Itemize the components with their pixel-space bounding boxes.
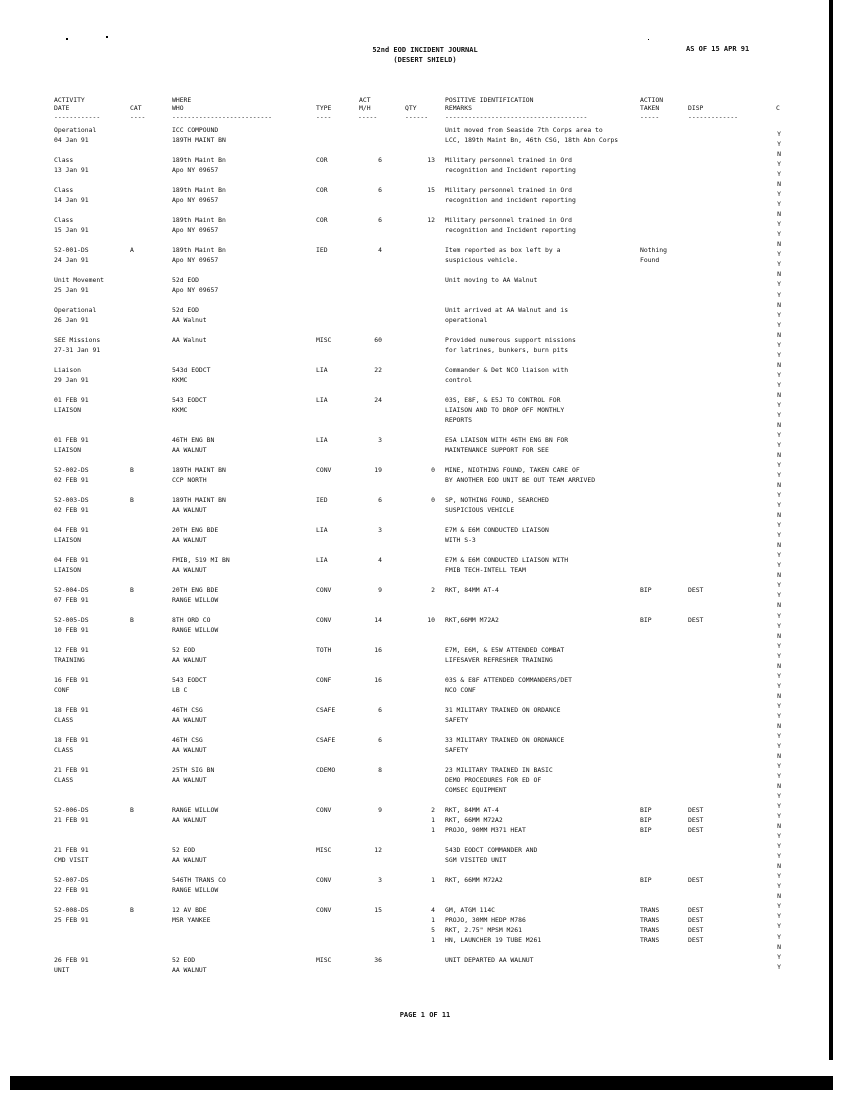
table-row — [0, 675, 850, 705]
cell-man-hours: 12 — [374, 846, 382, 854]
cell-activity-date: 26 FEB 91 UNIT — [54, 956, 89, 974]
cell-man-hours: 6 — [378, 706, 382, 714]
table-row — [0, 765, 850, 805]
cell-remarks: UNIT DEPARTED AA WALNUT — [445, 956, 534, 964]
cell-quantity: 0 — [431, 466, 435, 474]
table-row — [0, 125, 850, 155]
cell-action-taken: BIP — [640, 616, 652, 624]
cell-type: IED — [316, 496, 328, 504]
cell-remarks: 03S & E8F ATTENDED COMMANDERS/DET NCO CONF — [445, 676, 572, 694]
cell-where-who: 546TH TRANS CO RANGE WILLOW — [172, 876, 226, 894]
page-number: PAGE 1 OF 11 — [399, 1011, 451, 1019]
col-header-cat: CAT — [130, 104, 142, 112]
cell-remarks: RKT, 84MM AT-4 — [445, 586, 499, 594]
cell-activity-date: 21 FEB 91 CLASS — [54, 766, 89, 784]
scan-border-bottom — [10, 1076, 833, 1090]
cell-man-hours: 9 — [378, 586, 382, 594]
cell-remarks: Commander & Det NCO liaison with control — [445, 366, 569, 384]
cell-type: CONV — [316, 806, 332, 814]
cell-type: LIA — [316, 556, 328, 564]
cell-activity-date: 01 FEB 91 LIAISON — [54, 396, 89, 414]
cell-man-hours: 14 — [374, 616, 382, 624]
cell-quantity: 0 — [431, 496, 435, 504]
cell-remarks: 543D EODCT COMMANDER AND SGM VISITED UNIT — [445, 846, 538, 864]
cell-activity-date: 52-007-DS 22 FEB 91 — [54, 876, 89, 894]
col-header-action: ACTION TAKEN — [640, 96, 664, 112]
cell-where-who: 189th Maint Bn Apo NY 09657 — [172, 186, 226, 204]
cell-man-hours: 6 — [378, 736, 382, 744]
cell-man-hours: 22 — [374, 366, 382, 374]
cell-activity-date: 52-001-DS 24 Jan 91 — [54, 246, 89, 264]
cell-remarks: RKT,66MM M72A2 — [445, 616, 499, 624]
cell-type: MISC — [316, 336, 332, 344]
table-row — [0, 435, 850, 465]
cell-man-hours: 6 — [378, 216, 382, 224]
cell-man-hours: 60 — [374, 336, 382, 344]
col-header-where: WHERE WHO — [172, 96, 192, 112]
cell-remarks: SP, NOTHING FOUND, SEARCHED SUSPICIOUS VEHICLE — [445, 496, 549, 514]
table-row — [0, 495, 850, 525]
header-rule: ------------- — [688, 113, 739, 121]
cell-category: B — [130, 806, 134, 814]
table-row — [0, 185, 850, 215]
cell-category: B — [130, 466, 134, 474]
cell-where-who: AA Walnut — [172, 336, 207, 344]
cell-remarks: Military personnel trained in Ord recognition and Incident reporting — [445, 216, 576, 234]
table-row — [0, 585, 850, 615]
cell-where-who: 543d EODCT KKMC — [172, 366, 211, 384]
col-header-c: C — [776, 104, 780, 112]
cell-activity-date: 52-003-DS 02 FEB 91 — [54, 496, 89, 514]
col-header-type: TYPE — [316, 104, 332, 112]
cell-remarks: 31 MILITARY TRAINED ON ORDANCE SAFETY — [445, 706, 561, 724]
table-row — [0, 305, 850, 335]
c-column-flags: Y Y N Y Y N Y Y N Y Y N Y Y N Y Y N Y Y N Y Y N Y Y N Y Y N Y Y N Y Y N Y Y N Y Y N Y Y N Y Y N Y Y N Y Y N Y Y N Y Y N Y Y N Y Y N Y Y Y N Y Y Y N Y Y N Y Y Y Y N Y Y — [777, 130, 781, 971]
col-header-qty: QTY — [405, 104, 417, 112]
cell-where-who: 46TH ENG BN AA WALNUT — [172, 436, 215, 454]
cell-where-who: 46TH CSG AA WALNUT — [172, 736, 207, 754]
cell-remarks: Military personnel trained in Ord recognition and Incident reporting — [445, 156, 576, 174]
cell-man-hours: 6 — [378, 156, 382, 164]
cell-disposition: DEST — [688, 586, 704, 594]
cell-category: B — [130, 906, 134, 914]
cell-where-who: 20TH ENG BDE RANGE WILLOW — [172, 586, 219, 604]
table-row — [0, 215, 850, 245]
cell-type: TOTH — [316, 646, 332, 654]
cell-type: CONV — [316, 466, 332, 474]
cell-activity-date: 16 FEB 91 CONF — [54, 676, 89, 694]
cell-type: LIA — [316, 436, 328, 444]
cell-type: IED — [316, 246, 328, 254]
cell-remarks: RKT, 66MM M72A2 — [445, 876, 503, 884]
table-row — [0, 645, 850, 675]
scan-speck — [648, 39, 649, 40]
cell-where-who: 12 AV BDE MSR YANKEE — [172, 906, 211, 924]
col-header-activity: ACTIVITY DATE — [54, 96, 85, 112]
cell-type: LIA — [316, 366, 328, 374]
cell-type: LIA — [316, 526, 328, 534]
cell-man-hours: 6 — [378, 496, 382, 504]
cell-remarks: RKT, 84MM AT-4 RKT, 66MM M72A2 PROJO, 90MM M371 HEAT — [445, 806, 526, 834]
cell-type: CONV — [316, 586, 332, 594]
cell-activity-date: Operational 04 Jan 91 — [54, 126, 97, 144]
cell-activity-date: 01 FEB 91 LIAISON — [54, 436, 89, 454]
cell-category: B — [130, 496, 134, 504]
cell-man-hours: 3 — [378, 526, 382, 534]
cell-category: A — [130, 246, 134, 254]
cell-man-hours: 6 — [378, 186, 382, 194]
cell-man-hours: 4 — [378, 246, 382, 254]
col-header-mh: ACT M/H — [359, 96, 371, 112]
cell-where-who: 189TH MAINT BN CCP NORTH — [172, 466, 226, 484]
cell-where-who: 189th Maint Bn Apo NY 09657 — [172, 216, 226, 234]
cell-type: CONV — [316, 906, 332, 914]
cell-activity-date: 18 FEB 91 CLASS — [54, 736, 89, 754]
cell-quantity: 1 — [431, 876, 435, 884]
table-row — [0, 845, 850, 875]
cell-activity-date: Liaison 29 Jan 91 — [54, 366, 89, 384]
cell-where-who: 52d EOD AA Walnut — [172, 306, 207, 324]
cell-type: CSAFE — [316, 736, 336, 744]
cell-man-hours: 19 — [374, 466, 382, 474]
journal-title-line1: 52nd EOD INCIDENT JOURNAL — [372, 46, 478, 54]
cell-quantity: 10 — [427, 616, 435, 624]
table-row — [0, 875, 850, 905]
cell-type: COR — [316, 216, 328, 224]
cell-action-taken: Nothing Found — [640, 246, 667, 264]
cell-quantity: 13 — [427, 156, 435, 164]
cell-remarks: E7M & E6M CONDUCTED LIAISON WITH FMIB TECH-INTELL TEAM — [445, 556, 569, 574]
table-row — [0, 555, 850, 585]
cell-quantity: 2 1 1 — [431, 806, 435, 834]
as-of-date: AS OF 15 APR 91 — [686, 45, 750, 53]
table-row — [0, 365, 850, 395]
cell-where-who: 25TH SIG BN AA WALNUT — [172, 766, 215, 784]
cell-activity-date: Class 13 Jan 91 — [54, 156, 89, 174]
cell-where-who: 8TH ORD CO RANGE WILLOW — [172, 616, 219, 634]
table-row — [0, 705, 850, 735]
cell-action-taken: BIP BIP BIP — [640, 806, 652, 834]
cell-type: LIA — [316, 396, 328, 404]
cell-man-hours: 36 — [374, 956, 382, 964]
scan-speck — [106, 36, 108, 38]
cell-remarks: E7M, E6M, & E5W ATTENDED COMBAT LIFESAVER REFRESHER TRAINING — [445, 646, 565, 664]
cell-activity-date: 12 FEB 91 TRAINING — [54, 646, 89, 664]
cell-man-hours: 24 — [374, 396, 382, 404]
table-row — [0, 465, 850, 495]
cell-where-who: FMIB, 519 MI BN AA WALNUT — [172, 556, 230, 574]
cell-where-who: 46TH CSG AA WALNUT — [172, 706, 207, 724]
cell-man-hours: 15 — [374, 906, 382, 914]
scan-speck — [66, 38, 68, 40]
header-rule: ---- — [316, 113, 332, 121]
header-rule: ------------------------------------- — [445, 113, 588, 121]
cell-activity-date: 18 FEB 91 CLASS — [54, 706, 89, 724]
cell-activity-date: 04 FEB 91 LIAISON — [54, 526, 89, 544]
cell-where-who: 20TH ENG BDE AA WALNUT — [172, 526, 219, 544]
cell-activity-date: Class 14 Jan 91 — [54, 186, 89, 204]
cell-man-hours: 3 — [378, 436, 382, 444]
cell-category: B — [130, 616, 134, 624]
cell-type: COR — [316, 156, 328, 164]
cell-remarks: MINE, NIOTHING FOUND, TAKEN CARE OF BY ANOTHER EOD UNIT BE OUT TEAM ARRIVED — [445, 466, 596, 484]
table-row — [0, 245, 850, 275]
cell-man-hours: 4 — [378, 556, 382, 564]
table-row — [0, 615, 850, 645]
header-rule: ------ — [405, 113, 429, 121]
header-rule: -------------------------- — [172, 113, 273, 121]
cell-activity-date: 21 FEB 91 CMD VISIT — [54, 846, 89, 864]
journal-table — [0, 125, 850, 975]
cell-man-hours: 16 — [374, 676, 382, 684]
cell-where-who: 52 EOD AA WALNUT — [172, 956, 207, 974]
cell-activity-date: 52-005-DS 10 FEB 91 — [54, 616, 89, 634]
cell-quantity: 4 1 5 1 — [431, 906, 435, 944]
table-row — [0, 955, 850, 975]
cell-man-hours: 8 — [378, 766, 382, 774]
cell-disposition: DEST — [688, 616, 704, 624]
cell-activity-date: 04 FEB 91 LIAISON — [54, 556, 89, 574]
table-row — [0, 395, 850, 435]
cell-type: MISC — [316, 956, 332, 964]
cell-remarks: GM, ATGM 114C PROJO, 30MM HEDP M786 RKT, 2.75" MPSM M261 HN, LAUNCHER 19 TUBE M261 — [445, 906, 542, 944]
cell-where-who: 543 EODCT KKMC — [172, 396, 207, 414]
cell-where-who: 189th Maint Bn Apo NY 09657 — [172, 156, 226, 174]
header-rule: ------------ — [54, 113, 101, 121]
cell-remarks: Provided numerous support missions for latrines, bunkers, burn pits — [445, 336, 576, 354]
cell-remarks: E5A LIAISON WITH 46TH ENG BN FOR MAINTENANCE SUPPORT FOR SEE — [445, 436, 569, 454]
cell-where-who: ICC COMPOUND 189TH MAINT BN — [172, 126, 226, 144]
cell-activity-date: 52-006-DS 21 FEB 91 — [54, 806, 89, 824]
table-row — [0, 335, 850, 365]
col-header-remarks: POSITIVE IDENTIFICATION REMARKS — [445, 96, 534, 112]
table-row — [0, 525, 850, 555]
cell-remarks: E7M & E6M CONDUCTED LIAISON WITH S-3 — [445, 526, 549, 544]
cell-where-who: 189TH MAINT BN AA WALNUT — [172, 496, 226, 514]
cell-type: CDEMO — [316, 766, 336, 774]
table-row — [0, 905, 850, 955]
header-rule: ---- — [130, 113, 146, 121]
cell-activity-date: 52-004-DS 07 FEB 91 — [54, 586, 89, 604]
cell-disposition: DEST DEST DEST DEST — [688, 906, 704, 944]
cell-disposition: DEST — [688, 876, 704, 884]
cell-remarks: 03S, E8F, & E5J TO CONTROL FOR LIAISON AND TO DROP OFF MONTHLY REPORTS — [445, 396, 565, 424]
cell-remarks: 33 MILITARY TRAINED ON ORDNANCE SAFETY — [445, 736, 565, 754]
cell-category: B — [130, 586, 134, 594]
cell-activity-date: Unit Movement 25 Jan 91 — [54, 276, 105, 294]
cell-type: CONF — [316, 676, 332, 684]
cell-where-who: 543 EODCT LB C — [172, 676, 207, 694]
cell-man-hours: 16 — [374, 646, 382, 654]
table-row — [0, 155, 850, 185]
cell-action-taken: BIP — [640, 586, 652, 594]
col-header-disp: DISP — [688, 104, 704, 112]
cell-quantity: 2 — [431, 586, 435, 594]
cell-disposition: DEST DEST DEST — [688, 806, 704, 834]
cell-remarks: Item reported as box left by a suspicious vehicle. — [445, 246, 561, 264]
cell-where-who: 52 EOD AA WALNUT — [172, 646, 207, 664]
cell-type: CONV — [316, 616, 332, 624]
journal-title-line2: (DESERT SHIELD) — [393, 56, 457, 64]
cell-action-taken: TRANS TRANS TRANS TRANS — [640, 906, 660, 944]
cell-man-hours: 3 — [378, 876, 382, 884]
cell-where-who: RANGE WILLOW AA WALNUT — [172, 806, 219, 824]
cell-action-taken: BIP — [640, 876, 652, 884]
table-row — [0, 275, 850, 305]
cell-remarks: Unit moving to AA Walnut — [445, 276, 538, 284]
cell-type: MISC — [316, 846, 332, 854]
cell-activity-date: Operational 26 Jan 91 — [54, 306, 97, 324]
cell-remarks: Unit moved from Seaside 7th Corps area to LCC, 189th Maint Bn, 46th CSG, 18th Abn Corps — [445, 126, 619, 144]
cell-type: CONV — [316, 876, 332, 884]
cell-where-who: 189th Maint Bn Apo NY 09657 — [172, 246, 226, 264]
table-row — [0, 735, 850, 765]
cell-type: COR — [316, 186, 328, 194]
cell-remarks: 23 MILITARY TRAINED IN BASIC DEMO PROCEDURES FOR ED OF COMSEC EQUIPMENT — [445, 766, 553, 794]
cell-type: CSAFE — [316, 706, 336, 714]
cell-remarks: Military personnel trained in Ord recognition and incident reporting — [445, 186, 576, 204]
cell-activity-date: Class 15 Jan 91 — [54, 216, 89, 234]
cell-activity-date: 52-008-DS 25 FEB 91 — [54, 906, 89, 924]
cell-activity-date: 52-002-DS 02 FEB 91 — [54, 466, 89, 484]
cell-quantity: 15 — [427, 186, 435, 194]
cell-activity-date: SEE Missions 27-31 Jan 91 — [54, 336, 101, 354]
cell-man-hours: 9 — [378, 806, 382, 814]
cell-quantity: 12 — [427, 216, 435, 224]
cell-where-who: 52d EOD Apo NY 09657 — [172, 276, 219, 294]
cell-remarks: Unit arrived at AA Walnut and is operational — [445, 306, 569, 324]
header-rule: ----- — [640, 113, 660, 121]
header-rule: ----- — [358, 113, 378, 121]
table-row — [0, 805, 850, 845]
cell-where-who: 52 EOD AA WALNUT — [172, 846, 207, 864]
